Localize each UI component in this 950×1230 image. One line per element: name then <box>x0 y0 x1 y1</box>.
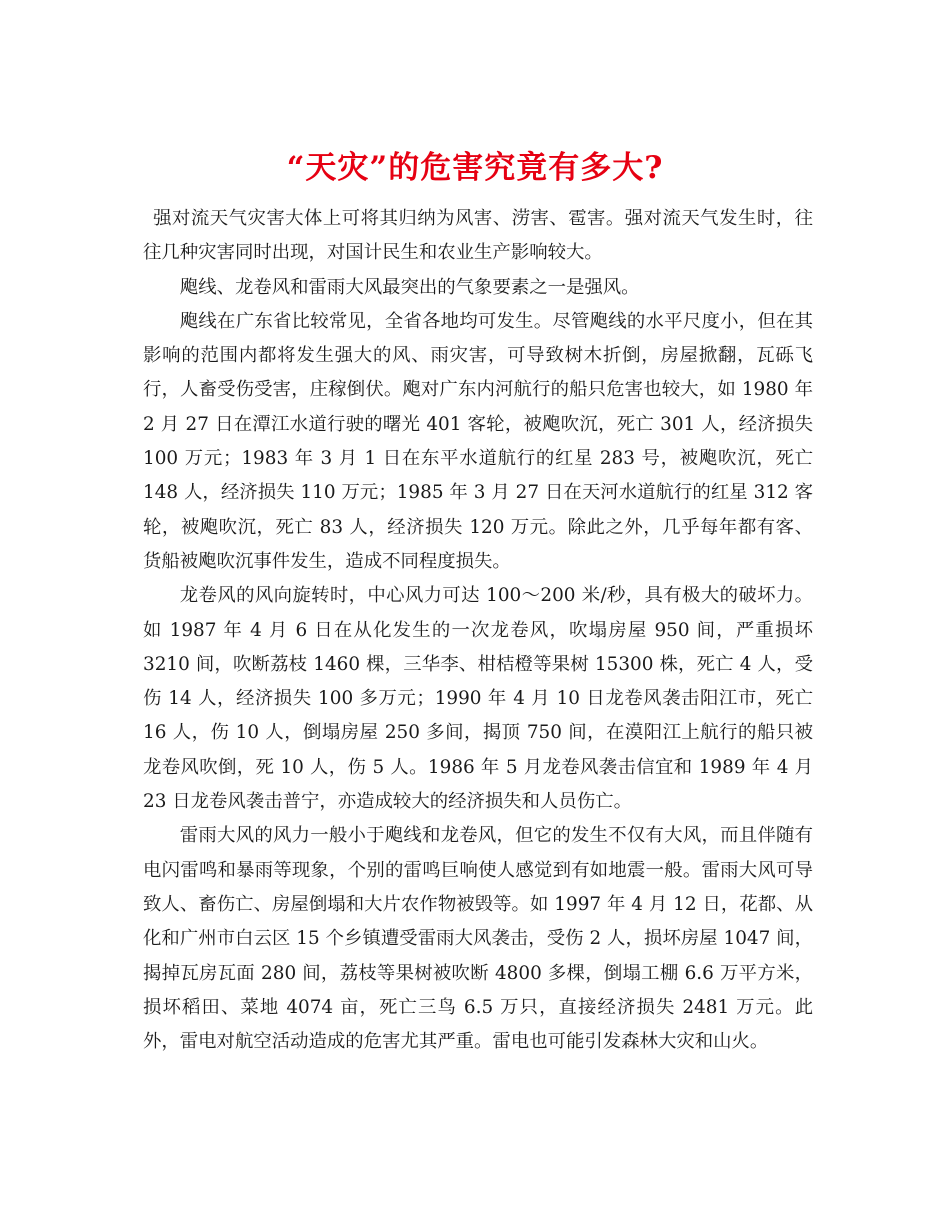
paragraph-intro: 强对流天气灾害大体上可将其归纳为风害、涝害、雹害。强对流天气发生时，往往几种灾害同时出现，对国计民生和农业生产影响较大。 <box>143 208 813 264</box>
paragraph-strong-wind: 飑线、龙卷风和雷雨大风最突出的气象要素之一是强风。 <box>179 276 640 298</box>
document-title: “天灾”的危害究竟有多大? <box>286 149 664 186</box>
paragraph-tornado: 龙卷风的风向旋转时，中心风力可达 100～200 米/秒，具有极大的破坏力。如 1987 年 4 月 6 日在从化发生的一次龙卷风，吹塌房屋 950 间，严重损坏 3210 间，吹断荔枝 1460 棵，三华李、柑桔橙等果树 15300 株，死亡 4 人，受伤 14 人，经济损失 100 多万元；1990 年 4 月 10 日龙卷风袭击阳江市，死亡 16 人，伤 10 人，倒塌房屋 250 多间，揭顶 750 间，在漠阳江上航行的船只被龙卷风吹倒，死 10 人，伤 5 人。1986 年 5 月龙卷风袭击信宜和 1989 年 4 月 23 日龙卷风袭击普宁，亦造成较大的经济损失和人员伤亡。 <box>143 585 813 813</box>
paragraph-squall-line: 飑线在广东省比较常见，全省各地均可发生。尽管飑线的水平尺度小，但在其影响的范围内都将发生强大的风、雨灾害，可导致树木折倒，房屋掀翻，瓦砾飞行，人畜受伤受害，庄稼倒伏。飑对广东内河航行的船只危害也较大，如 1980 年 2 月 27 日在潭江水道行驶的曙光 401 客轮，被飑吹沉，死亡 301 人，经济损失 100 万元；1983 年 3 月 1 日在东平水道航行的红星 283 号，被飑吹沉，死亡 148 人，经济损失 110 万元；1985 年 3 月 27 日在天河水道航行的红星 312 客轮，被飑吹沉，死亡 83 人，经济损失 120 万元。除此之外，几乎每年都有客、货船被飑吹沉事件发生，造成不同程度损失。 <box>143 310 813 572</box>
paragraph-thunderstorm-wind: 雷雨大风的风力一般小于飑线和龙卷风，但它的发生不仅有大风，而且伴随有电闪雷鸣和暴雨等现象，个别的雷鸣巨响使人感觉到有如地震一般。雷雨大风可导致人、畜伤亡、房屋倒塌和大片农作物被毁等。如 1997 年 4 月 12 日，花都、从化和广州市白云区 15 个乡镇遭受雷雨大风袭击，受伤 2 人，损坏房屋 1047 间，揭掉瓦房瓦面 280 间，荔枝等果树被吹断 4800 多棵，倒塌工棚 6.6 万平方米，损坏稻田、菜地 4074 亩，死亡三鸟 6.5 万只，直接经济损失 2481 万元。此外，雷电对航空活动造成的危害尤其严重。雷电也可能引发森林大灾和山火。 <box>143 825 813 1053</box>
document-body <box>143 202 813 1059</box>
